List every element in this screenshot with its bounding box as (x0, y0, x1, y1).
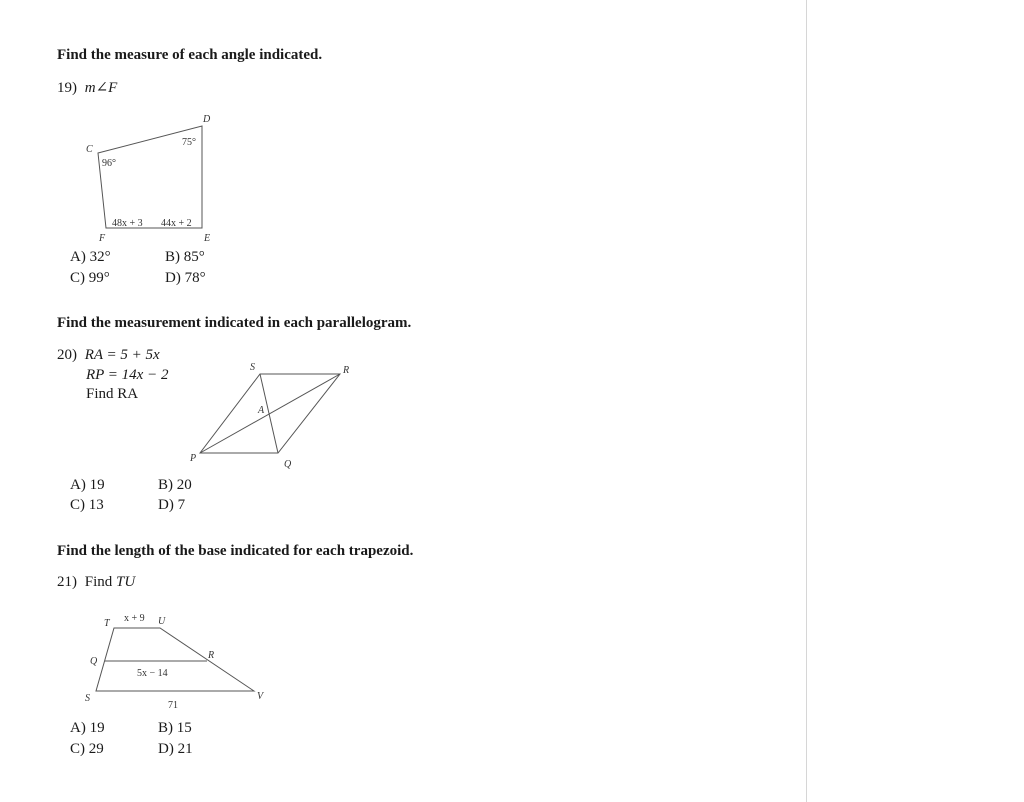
vertex-label-t: T (104, 618, 110, 629)
problem-prompt-prefix: Find (84, 574, 113, 590)
parallelogram-figure (190, 358, 360, 473)
choice-letter: D) (158, 497, 174, 513)
choice-c (70, 497, 104, 514)
quadrilateral-figure (80, 108, 230, 248)
vertex-label-q: Q (284, 459, 292, 470)
angle-label-e: 44x + 2 (161, 218, 192, 229)
vertex-label-s: S (250, 362, 255, 373)
choice-letter: B) (158, 477, 173, 493)
choice-a (70, 720, 105, 737)
choice-value: 85° (183, 249, 205, 265)
choice-letter: C) (70, 270, 85, 286)
choice-value: 78° (184, 270, 206, 286)
choice-value: 7 (177, 497, 186, 513)
choice-value: 32° (89, 249, 111, 265)
angle-label-f: 48x + 3 (112, 218, 143, 229)
vertex-label-r: R (343, 365, 350, 376)
vertex-label-s: S (85, 693, 90, 704)
vertex-label-p: P (190, 453, 197, 464)
choice-letter: B) (158, 720, 173, 736)
choice-d (165, 270, 206, 287)
page-margin-area (806, 0, 1024, 802)
choice-c (70, 741, 104, 758)
angle-label-d: 75° (182, 137, 196, 148)
problem-line-2: RP = 14x − 2 (86, 367, 169, 383)
problem-prompt: m∠F (84, 80, 118, 96)
choice-letter: A) (70, 720, 86, 736)
vertex-label-r: R (208, 650, 215, 661)
length-label-tu: x + 9 (124, 613, 145, 624)
vertex-label-e: E (204, 233, 211, 244)
angle-label-c: 96° (102, 158, 116, 169)
choice-value: 20 (176, 477, 192, 493)
choice-d (158, 497, 185, 514)
choice-value: 99° (88, 270, 110, 286)
trapezoid-shape (96, 628, 254, 691)
problem-prompt-var: TU (116, 574, 136, 590)
problem-number: 19) (57, 80, 77, 96)
length-label-qr: 5x − 14 (137, 668, 168, 679)
choice-letter: D) (158, 741, 174, 757)
vertex-label-f: F (99, 233, 106, 244)
problem-19 (57, 78, 117, 97)
problem-21 (57, 574, 135, 591)
problem-line-1: RA = 5 + 5x (84, 347, 160, 363)
problem-line-3: Find RA (86, 386, 139, 402)
choice-letter: A) (70, 249, 86, 265)
choice-value: 15 (176, 720, 192, 736)
choice-value: 21 (177, 741, 193, 757)
choice-d (158, 741, 193, 758)
choice-letter: C) (70, 741, 85, 757)
problem-number: 21) (57, 574, 77, 590)
section-heading-angles: Find the measure of each angle indicated. (57, 47, 323, 63)
vertex-label-v: V (257, 691, 264, 702)
choice-c (70, 270, 110, 287)
section-heading-trapezoid: Find the length of the base indicated for each trapezoid. (57, 543, 414, 559)
choice-letter: B) (165, 249, 180, 265)
vertex-label-u: U (158, 616, 166, 627)
intersection-label-a: A (258, 405, 265, 416)
choice-value: 19 (89, 477, 105, 493)
section-heading-parallelogram: Find the measurement indicated in each parallelogram. (57, 315, 412, 331)
choice-letter: C) (70, 497, 85, 513)
problem-number: 20) (57, 347, 77, 363)
trapezoid-figure (80, 608, 275, 718)
vertex-label-c: C (86, 144, 93, 155)
vertex-label-d: D (203, 114, 211, 125)
choice-a (70, 249, 111, 266)
choice-letter: D) (165, 270, 181, 286)
vertex-label-q: Q (90, 656, 98, 667)
diagonal-pr (200, 374, 340, 453)
choice-value: 19 (89, 720, 105, 736)
length-label-sv: 71 (168, 700, 178, 711)
choice-letter: A) (70, 477, 86, 493)
choice-b (158, 720, 192, 737)
choice-b (165, 249, 205, 266)
problem-20 (57, 347, 160, 364)
choice-b (158, 477, 192, 494)
choice-value: 13 (88, 497, 104, 513)
choice-value: 29 (88, 741, 104, 757)
choice-a (70, 477, 105, 494)
